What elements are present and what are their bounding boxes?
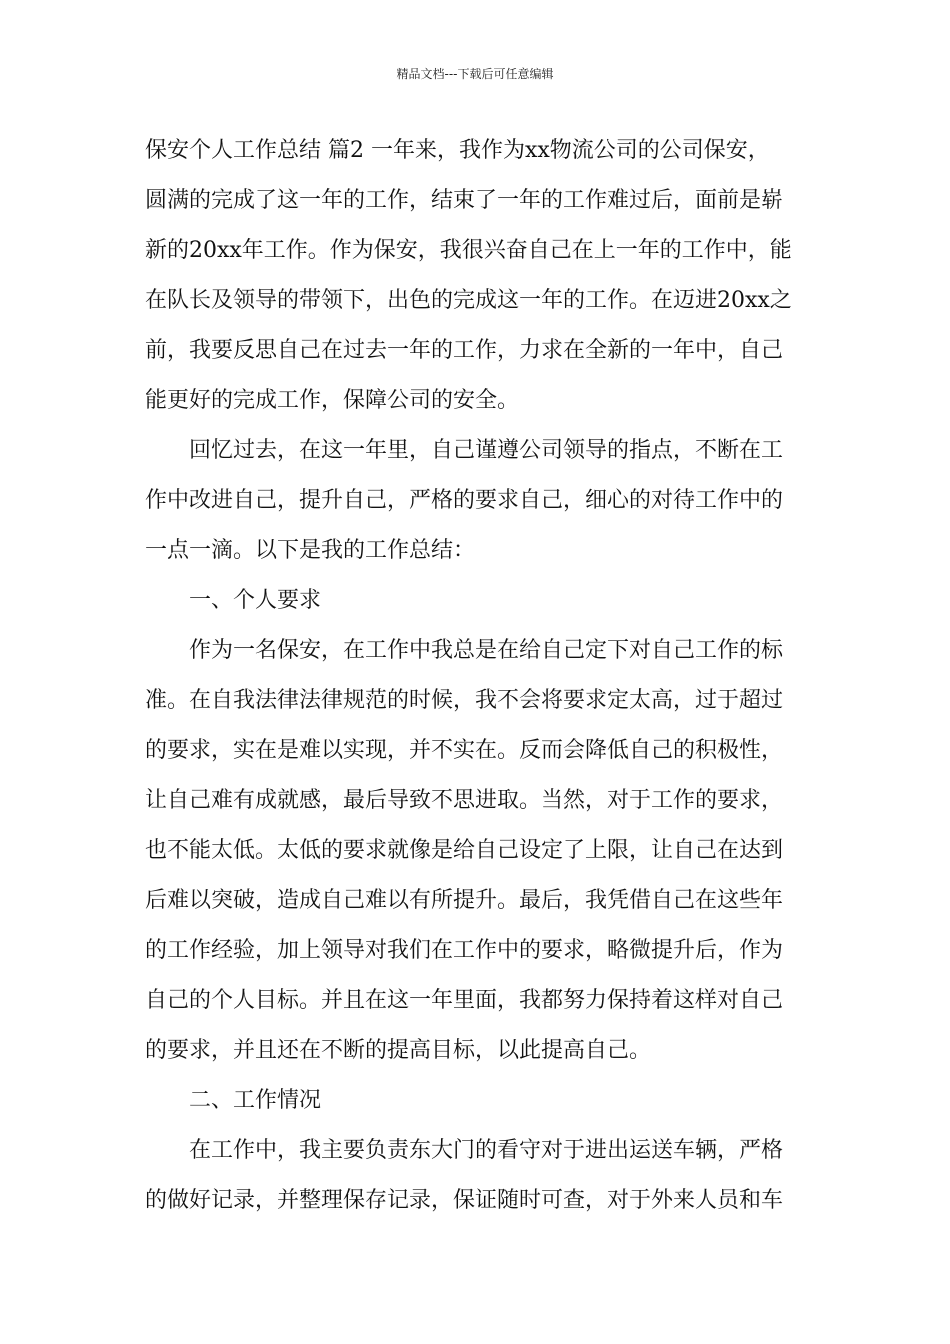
paragraph-intro: 保安个人工作总结 篇2 一年来，我作为xx物流公司的公司保安， 圆满的完成了这一年的工作，结束了一年的工作难过后，面前是崭 新的20xx年工作。作为保安，我很兴奋自己在上一年的工作中，能 在队长及领导的带领下，出色的完成这一年的工作。在迈进20xx之 前，我要反思自己在过去一年的工作，力求在全新的一年中，自己 能更好的完成工作，保障公司的安全。 xyxy=(145,138,792,413)
document-body xyxy=(145,126,809,1226)
paragraph-review: 回忆过去，在这一年里，自己谨遵公司领导的指点，不断在工 作中改进自己，提升自己，严格的要求自己，细心的对待工作中的 一点一滴。以下是我的工作总结： xyxy=(145,438,784,563)
section-heading-personal-requirements: 一、个人要求 xyxy=(189,588,322,613)
page-header: 精品文档---下载后可任意编辑 xyxy=(396,67,554,81)
paragraph-work-situation: 在工作中，我主要负责东大门的看守对于进出运送车辆，严格 的做好记录，并整理保存记录，保证随时可查，对于外来人员和车 xyxy=(145,1138,784,1213)
paragraph-personal-requirements: 作为一名保安，在工作中我总是在给自己定下对自己工作的标 准。在自我法律法律规范的时候，我不会将要求定太高，过于超过 的要求，实在是难以实现，并不实在。反而会降低自己的积极性， 让自己难有成就感，最后导致不思进取。当然，对于工作的要求， 也不能太低。太低的要求就像是给自己设定了上限，让自己在达到 后难以突破，造成自己难以有所提升。最后，我凭借自己在这些年 的工作经验，加上领导对我们在工作中的要求，略微提升后，作为 自己的个人目标。并且在这一年里面，我都努力保持着这样对自己 的要求，并且还在不断的提高目标，以此提高自己。 xyxy=(145,638,784,1063)
section-heading-work-situation: 二、工作情况 xyxy=(189,1088,322,1113)
